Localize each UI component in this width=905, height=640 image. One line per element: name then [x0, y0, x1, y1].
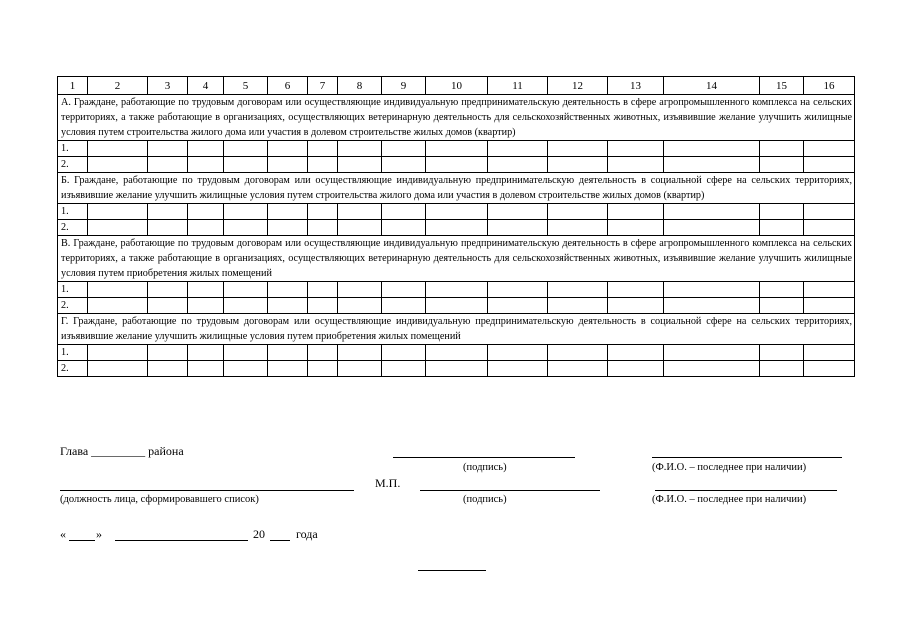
- table-cell: [88, 141, 148, 157]
- table-cell: [608, 141, 664, 157]
- table-cell: [760, 157, 804, 173]
- table-cell: [148, 141, 188, 157]
- table-cell: [608, 298, 664, 314]
- date-close-quote: »: [96, 527, 102, 541]
- table-cell: [148, 204, 188, 220]
- table-cell: [268, 141, 308, 157]
- table-cell: [88, 157, 148, 173]
- column-number: 14: [664, 77, 760, 95]
- table-row: [58, 345, 855, 361]
- row-number: 2.: [58, 298, 88, 314]
- table-cell: [148, 345, 188, 361]
- stamp-label: М.П.: [375, 476, 401, 490]
- year-suffix: года: [296, 527, 318, 541]
- table-cell: [188, 282, 224, 298]
- fio-caption-1: (Ф.И.О. – последнее при наличии): [652, 462, 807, 473]
- position-line: [60, 490, 354, 491]
- date-month-line: [115, 540, 248, 541]
- table-cell: [488, 157, 548, 173]
- column-number: 6: [268, 77, 308, 95]
- fio-line-2: [655, 490, 837, 491]
- table-row: [58, 204, 855, 220]
- table-row: [58, 141, 855, 157]
- column-number: 11: [488, 77, 548, 95]
- table-cell: [426, 141, 488, 157]
- signature-line-2: [420, 490, 600, 491]
- column-number: 1: [58, 77, 88, 95]
- table-cell: [804, 204, 855, 220]
- table-cell: [804, 298, 855, 314]
- table-cell: [382, 298, 426, 314]
- table-cell: [268, 157, 308, 173]
- table-cell: [224, 220, 268, 236]
- column-number: 5: [224, 77, 268, 95]
- table-cell: [664, 220, 760, 236]
- table-cell: [308, 345, 338, 361]
- table-cell: [760, 298, 804, 314]
- section-header-row: [58, 95, 855, 141]
- table-cell: [224, 345, 268, 361]
- table-cell: [664, 298, 760, 314]
- table-cell: [88, 282, 148, 298]
- table-cell: [488, 298, 548, 314]
- table-cell: [426, 157, 488, 173]
- section-header-row: [58, 236, 855, 282]
- table-cell: [804, 361, 855, 377]
- year-line: [270, 540, 290, 541]
- table-row: [58, 282, 855, 298]
- table-cell: [426, 204, 488, 220]
- table-cell: [338, 282, 382, 298]
- row-number: 2.: [58, 220, 88, 236]
- column-number: 4: [188, 77, 224, 95]
- table-cell: [382, 157, 426, 173]
- row-number: 1.: [58, 282, 88, 298]
- column-number: 7: [308, 77, 338, 95]
- table-cell: [664, 141, 760, 157]
- table-cell: [88, 204, 148, 220]
- table-cell: [804, 220, 855, 236]
- table-cell: [224, 141, 268, 157]
- table-cell: [548, 298, 608, 314]
- table-cell: [608, 157, 664, 173]
- table-cell: [608, 361, 664, 377]
- table-cell: [548, 220, 608, 236]
- column-number: 13: [608, 77, 664, 95]
- table-cell: [548, 345, 608, 361]
- table-cell: [488, 220, 548, 236]
- table-cell: [188, 345, 224, 361]
- table-cell: [760, 204, 804, 220]
- table-cell: [308, 361, 338, 377]
- table-cell: [548, 282, 608, 298]
- date-day-line: [69, 540, 95, 541]
- table-cell: [760, 361, 804, 377]
- table-cell: [338, 345, 382, 361]
- section-header-row: [58, 314, 855, 345]
- table-cell: [338, 298, 382, 314]
- table-cell: [382, 345, 426, 361]
- table-cell: [608, 345, 664, 361]
- table-cell: [188, 204, 224, 220]
- register-table: [57, 76, 855, 377]
- table-cell: [88, 220, 148, 236]
- table-cell: [338, 220, 382, 236]
- table-cell: [664, 345, 760, 361]
- table-cell: [308, 220, 338, 236]
- section-title: А. Граждане, работающие по трудовым договорам или осуществляющие индивидуальную предпринимательскую деятельность в сфере агропромышленного комплекса на сельских территориях, а также работающие в организациях, осуществляющих ветеринарную деятельность для сельскохозяйственных животных, изъявившие желание улучшить жилищные условия путем строительства жилого дома или участия в долевом строительстве жилых домов (квартир): [58, 95, 855, 141]
- table-cell: [608, 204, 664, 220]
- date-open-quote: «: [60, 527, 66, 541]
- table-cell: [188, 298, 224, 314]
- table-cell: [148, 298, 188, 314]
- table-cell: [488, 282, 548, 298]
- table-cell: [426, 345, 488, 361]
- column-number: 8: [338, 77, 382, 95]
- table-cell: [268, 298, 308, 314]
- table-cell: [88, 345, 148, 361]
- column-number: 2: [88, 77, 148, 95]
- column-number: 12: [548, 77, 608, 95]
- table-cell: [548, 157, 608, 173]
- table-cell: [760, 141, 804, 157]
- table-cell: [88, 298, 148, 314]
- table-cell: [268, 361, 308, 377]
- table-cell: [804, 157, 855, 173]
- table-cell: [308, 282, 338, 298]
- column-number-row: [58, 77, 855, 95]
- table-cell: [224, 157, 268, 173]
- table-cell: [488, 345, 548, 361]
- table-cell: [382, 361, 426, 377]
- section-title: Б. Граждане, работающие по трудовым договорам или осуществляющие индивидуальную предпринимательскую деятельность в социальной сфере на сельских территориях, изъявившие желание улучшить жилищные условия путем строительства жилого дома или участия в долевом строительстве жилых домов (квартир): [58, 173, 855, 204]
- table-cell: [308, 298, 338, 314]
- signature-line-1: [393, 457, 575, 458]
- table-cell: [548, 361, 608, 377]
- section-header-row: [58, 173, 855, 204]
- table-cell: [268, 345, 308, 361]
- table-cell: [188, 361, 224, 377]
- table-row: [58, 361, 855, 377]
- table-cell: [382, 204, 426, 220]
- table-cell: [608, 282, 664, 298]
- section-title: В. Граждане, работающие по трудовым договорам или осуществляющие индивидуальную предпринимательскую деятельность в сфере агропромышленного комплекса на сельских территориях, а также работающие в организациях, осуществляющих ветеринарную деятельность для сельскохозяйственных животных, изъявившие желание улучшить жилищные условия путем приобретения жилых помещений: [58, 236, 855, 282]
- table-cell: [382, 220, 426, 236]
- row-number: 1.: [58, 204, 88, 220]
- table-cell: [268, 282, 308, 298]
- head-of-district-label: Глава _________ района: [60, 444, 184, 458]
- table-cell: [426, 220, 488, 236]
- table-row: [58, 220, 855, 236]
- table-cell: [426, 298, 488, 314]
- table-cell: [308, 141, 338, 157]
- signature-caption-2: (подпись): [463, 494, 507, 505]
- fio-caption-2: (Ф.И.О. – последнее при наличии): [652, 494, 807, 505]
- page-bottom-line: [418, 570, 486, 571]
- row-number: 2.: [58, 361, 88, 377]
- section-title: Г. Граждане, работающие по трудовым договорам или осуществляющие индивидуальную предпринимательскую деятельность в социальной сфере на сельских территориях, изъявившие желание улучшить жилищные условия путем приобретения жилых помещений: [58, 314, 855, 345]
- table-cell: [664, 282, 760, 298]
- table-cell: [548, 204, 608, 220]
- table-cell: [804, 345, 855, 361]
- table-cell: [224, 298, 268, 314]
- row-number: 2.: [58, 157, 88, 173]
- row-number: 1.: [58, 345, 88, 361]
- table-cell: [664, 361, 760, 377]
- table-cell: [148, 220, 188, 236]
- table-cell: [338, 141, 382, 157]
- table-row: [58, 298, 855, 314]
- table-cell: [664, 157, 760, 173]
- column-number: 3: [148, 77, 188, 95]
- fio-line-1: [652, 457, 842, 458]
- table-cell: [488, 141, 548, 157]
- table-cell: [338, 361, 382, 377]
- table-cell: [148, 282, 188, 298]
- column-number: 16: [804, 77, 855, 95]
- table-cell: [188, 141, 224, 157]
- table-cell: [188, 157, 224, 173]
- table-cell: [148, 361, 188, 377]
- signature-caption-1: (подпись): [463, 462, 507, 473]
- table-cell: [760, 282, 804, 298]
- column-number: 10: [426, 77, 488, 95]
- table-cell: [308, 204, 338, 220]
- table-cell: [426, 361, 488, 377]
- table-cell: [488, 361, 548, 377]
- year-prefix: 20: [253, 527, 265, 541]
- table-cell: [760, 345, 804, 361]
- table-cell: [224, 204, 268, 220]
- table-cell: [224, 282, 268, 298]
- table-cell: [488, 204, 548, 220]
- table-cell: [382, 282, 426, 298]
- row-number: 1.: [58, 141, 88, 157]
- table-cell: [268, 204, 308, 220]
- table-cell: [804, 141, 855, 157]
- table-cell: [608, 220, 664, 236]
- column-number: 15: [760, 77, 804, 95]
- column-number: 9: [382, 77, 426, 95]
- table-cell: [338, 204, 382, 220]
- table-cell: [268, 220, 308, 236]
- table-cell: [760, 220, 804, 236]
- table-cell: [338, 157, 382, 173]
- table-cell: [88, 361, 148, 377]
- table-cell: [308, 157, 338, 173]
- table-cell: [224, 361, 268, 377]
- table-cell: [148, 157, 188, 173]
- position-caption: (должность лица, сформировавшего список): [60, 494, 259, 505]
- table-cell: [188, 220, 224, 236]
- table-cell: [664, 204, 760, 220]
- table-cell: [548, 141, 608, 157]
- table-row: [58, 157, 855, 173]
- table-cell: [382, 141, 426, 157]
- table-cell: [804, 282, 855, 298]
- table-cell: [426, 282, 488, 298]
